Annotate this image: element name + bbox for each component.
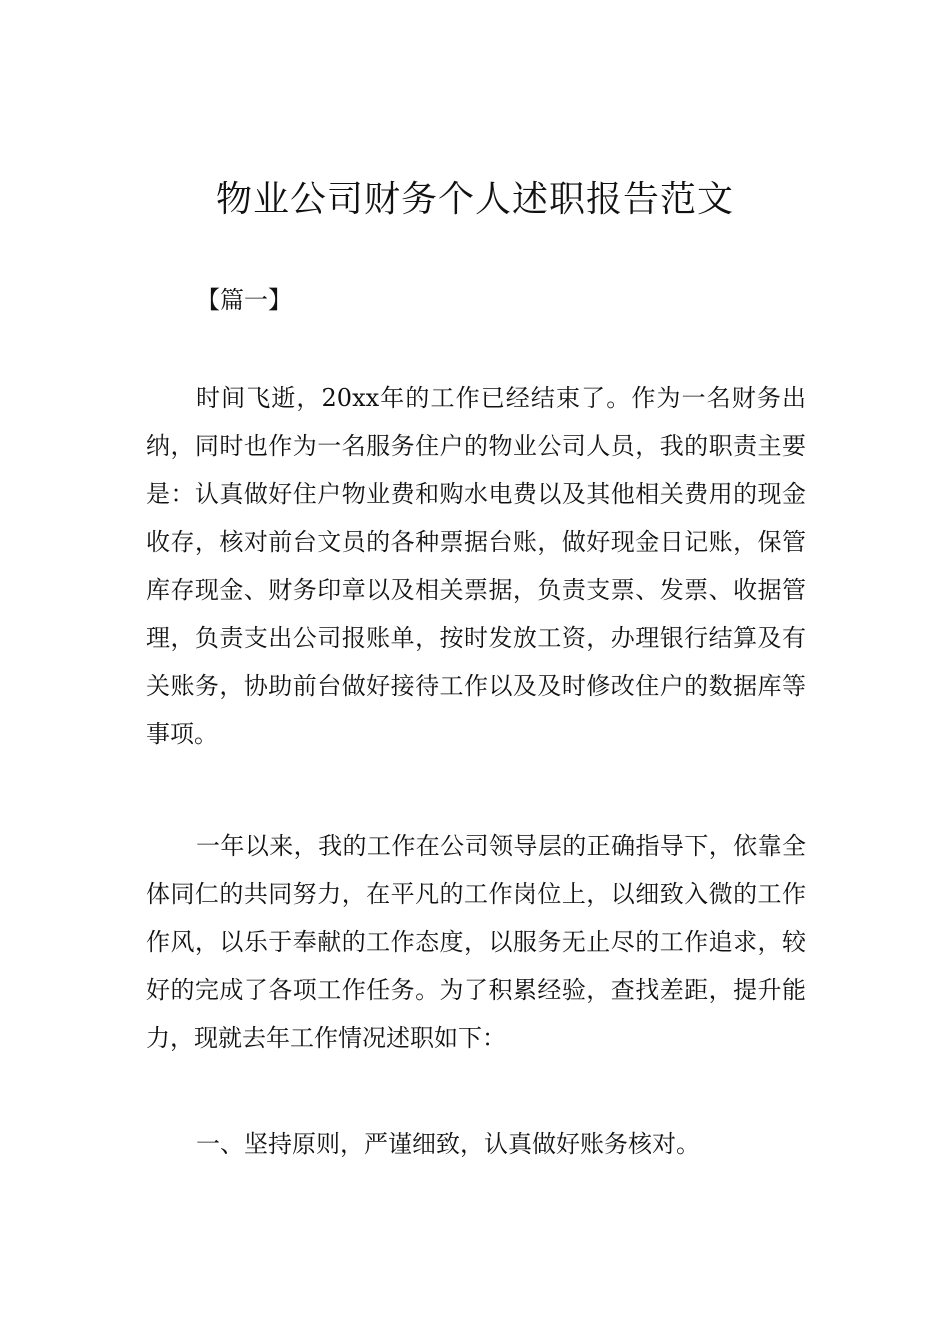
paragraph-heading-one: 一、坚持原则，严谨细致，认真做好账务核对。 [196,1130,700,1158]
document-title: 物业公司财务个人述职报告范文 [215,179,734,220]
section-tag: 【篇一】 [196,286,292,314]
paragraph-duties: 时间飞逝，20xx年的工作已经结束了。作为一名财务出纳，同时也作为一名服务住户的物业公司人员，我的职责主要是：认真做好住户物业费和购水电费以及其他相关费用的现金收存，核对前台文员的各种票据台账，做好现金日记账，保管库存现金、财务印章以及相关票据，负责支票、发票、收据管理，负责支出公司报账单，按时发放工资，办理银行结算及有关账务，协助前台做好接待工作以及及时修改住户的数据库等事项。 [146,384,806,748]
paragraph-summary: 一年以来，我的工作在公司领导层的正确指导下，依靠全体同仁的共同努力，在平凡的工作岗位上，以细致入微的工作作风，以乐于奉献的工作态度，以服务无止尽的工作追求，较好的完成了各项工作任务。为了积累经验，查找差距，提升能力，现就去年工作情况述职如下： [146,832,806,1052]
